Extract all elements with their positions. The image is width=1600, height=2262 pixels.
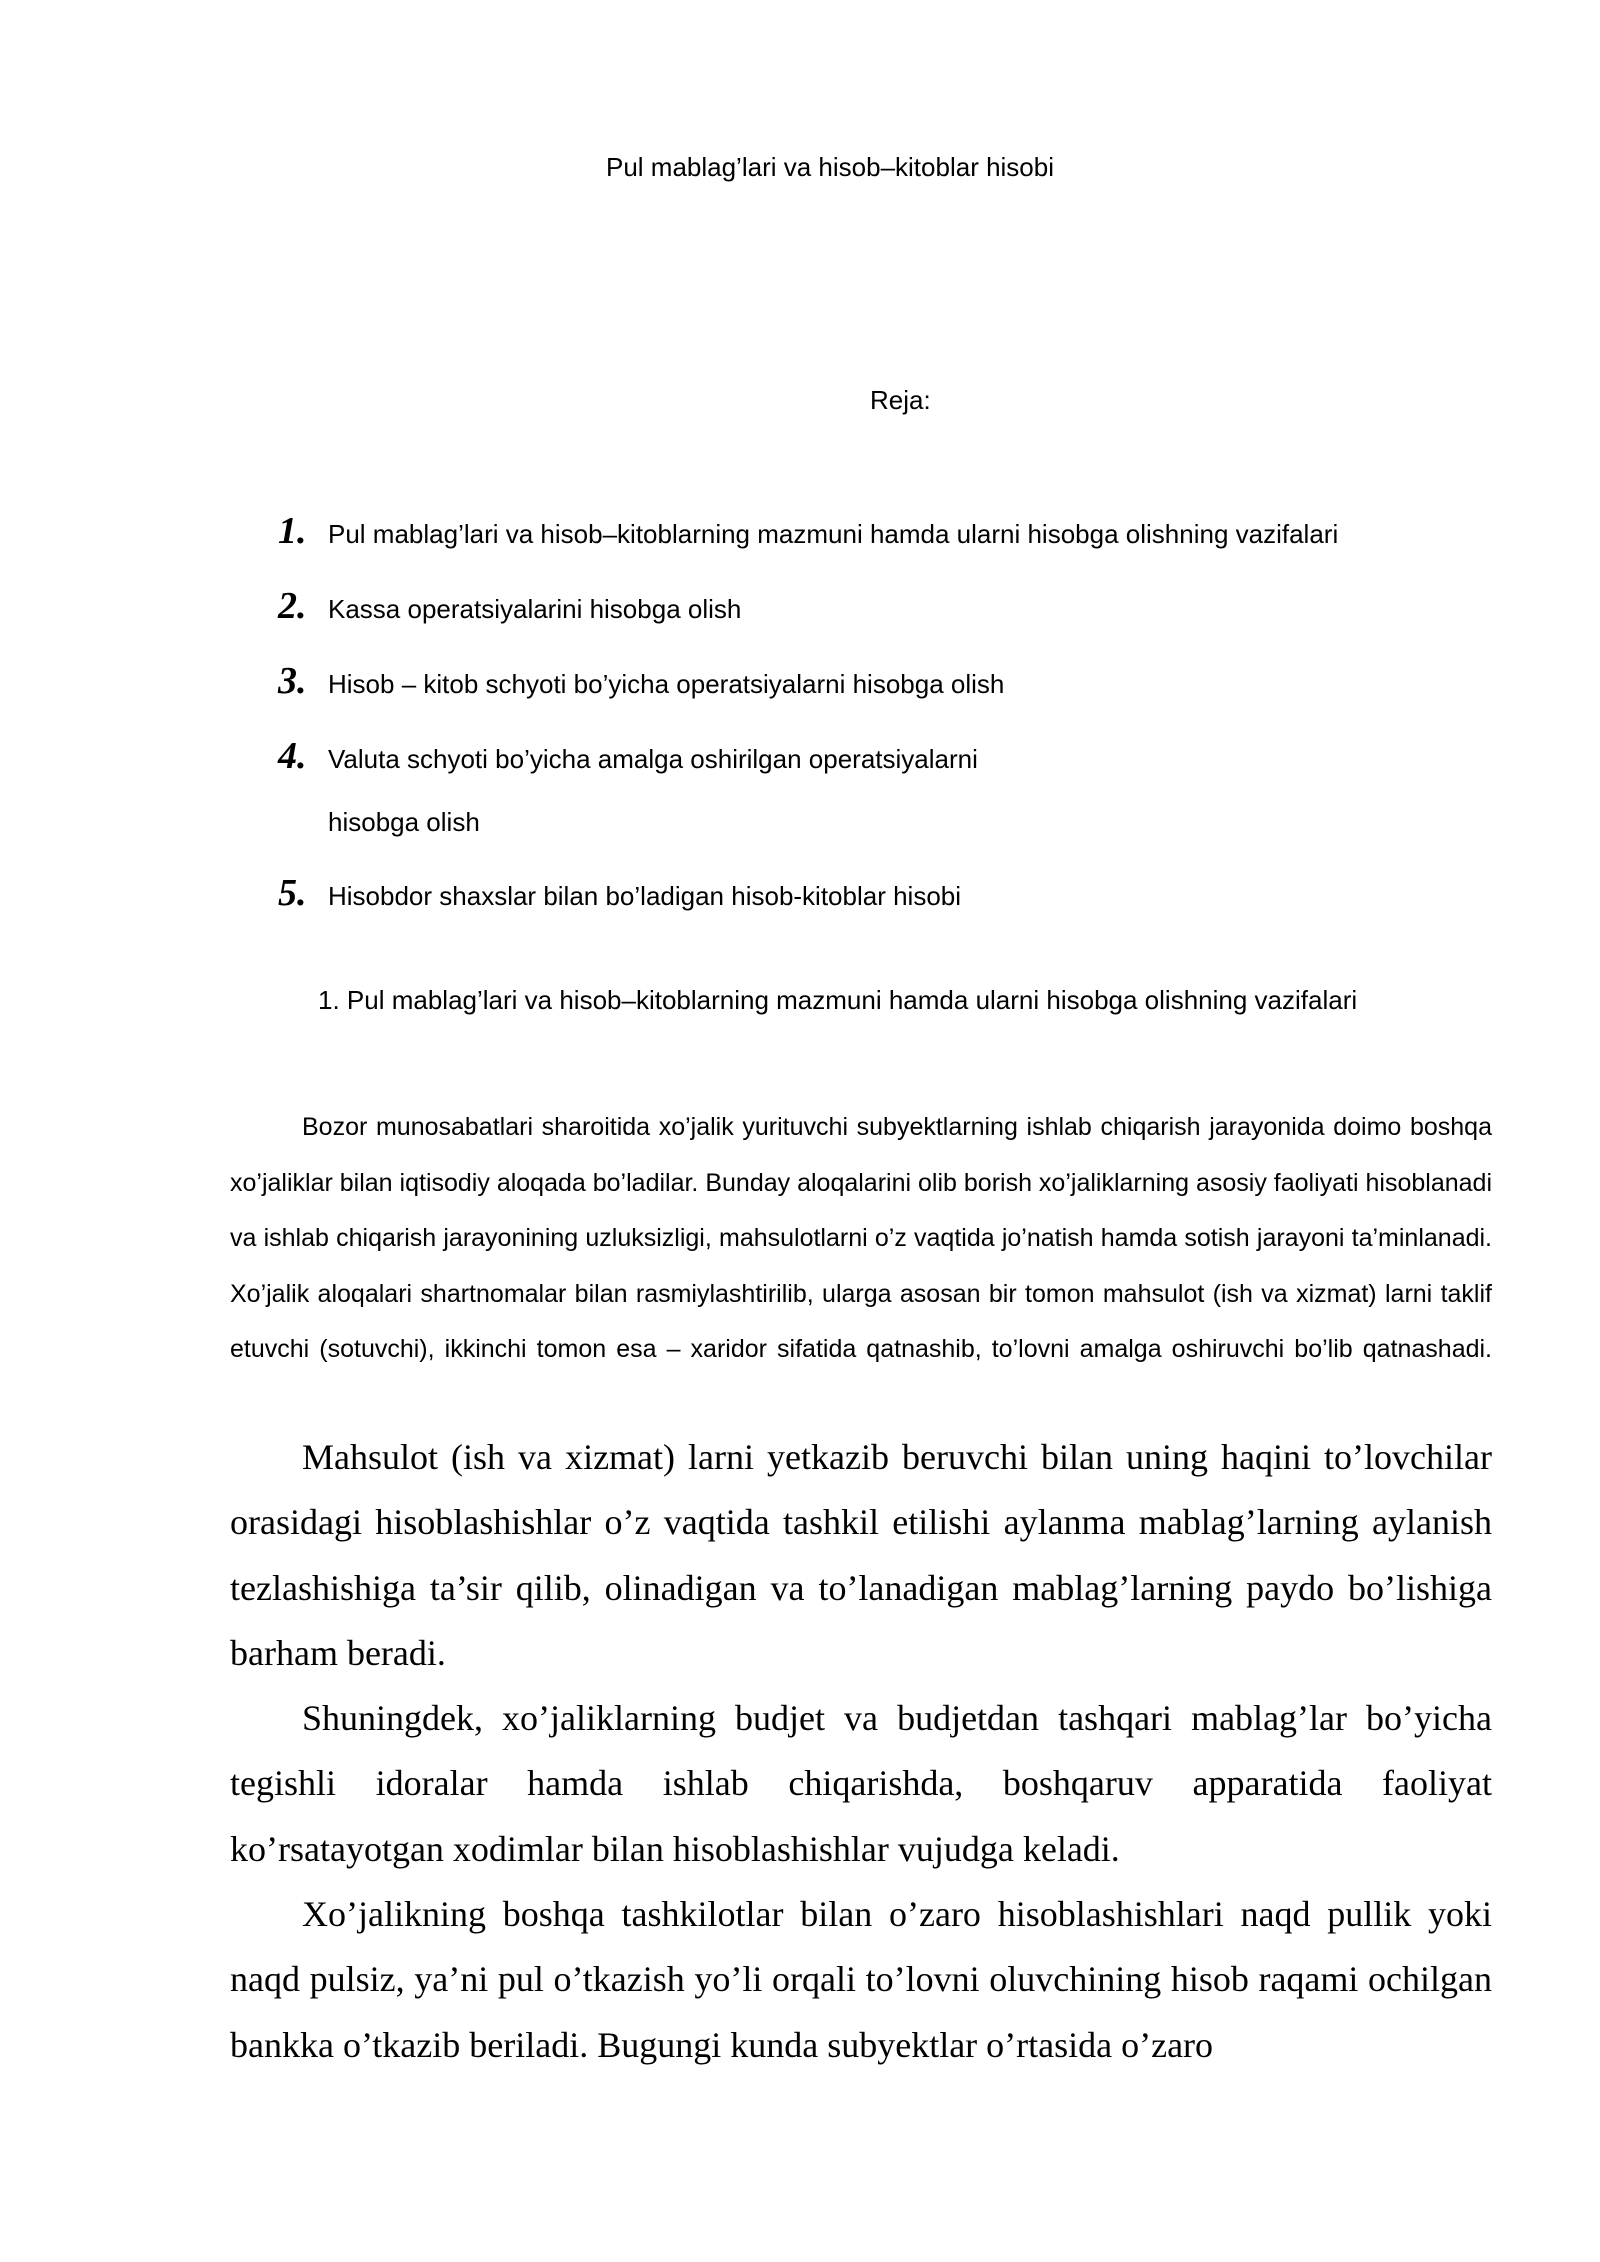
plan-item (270, 867, 1520, 942)
plan-heading: Reja: (870, 385, 931, 415)
document-title: Pul mablag’lari va hisob–kitoblar hisobi (605, 152, 1055, 182)
plan-item (270, 580, 1520, 655)
plan-item-number: 2. (278, 585, 307, 627)
plan-item-text: Kassa operatsiyalarini hisobga olish (328, 594, 742, 624)
plan-item-number: 4. (278, 735, 307, 777)
plan-item (270, 730, 1520, 867)
plan-item-continuation: hisobga olish (328, 807, 480, 837)
plan-item-number: 3. (278, 660, 307, 702)
plan-item (270, 655, 1520, 730)
body-paragraph: Shuningdek, xo’jaliklarning budjet va budjetdan tashqari mablag’lar bo’yicha tegishli idoralar hamda ishlab chiqarishda, boshqaruv apparatida faoliyat ko’rsatayotgan xodimlar bilan hisoblashishlar vujudga keladi. (230, 1698, 1492, 1869)
plan-item-text: Hisob – kitob schyoti bo’yicha operatsiyalarni hisobga olish (328, 669, 1005, 699)
plan-item-number: 5. (278, 872, 307, 914)
plan-item-number: 1. (278, 510, 307, 552)
plan-item-text: Valuta schyoti bo’yicha amalga oshirilgan operatsiyalarni (328, 744, 978, 774)
body-paragraph: Xo’jalikning boshqa tashkilotlar bilan o’zaro hisoblashishlari naqd pullik yoki naqd pulsiz, ya’ni pul o’tkazish yo’li orqali to’lovni oluvchining hisob raqami ochilgan bankka o’tkazib beriladi. Bugungi kunda subyektlar o’rtasida o’zaro (230, 1894, 1492, 2065)
plan-item-text: Hisobdor shaxslar bilan bo’ladigan hisob-kitoblar hisobi (328, 881, 962, 911)
plan-item-text: Pul mablag’lari va hisob–kitoblarning mazmuni hamda ularni hisobga olishning vazifalari (328, 519, 1339, 549)
body-paragraph: Mahsulot (ish va xizmat) larni yetkazib beruvchi bilan uning haqini to’lovchilar orasidagi hisoblashishlar o’z vaqtida tashkil etilishi aylanma mablag’larning aylanish tezlashishiga ta’sir qilib, olinadigan va to’lanadigan mablag’larning paydo bo’lishiga barham beradi. (230, 1437, 1492, 1673)
plan-item (270, 505, 1520, 580)
section-heading: 1. Pul mablag’lari va hisob–kitoblarning mazmuni hamda ularni hisobga olishning vazifalari (318, 985, 1358, 1015)
plan-list (270, 505, 1520, 942)
body-paragraph: Bozor munosabatlari sharoitida xo’jalik yurituvchi subyektlarning ishlab chiqarish jarayonida doimo boshqa xo’jaliklar bilan iqtisodiy aloqada bo’ladilar. Bunday aloqalarini olib borish xo’jaliklarning asosiy faoliyati hisoblanadi va ishlab chiqarish jarayonining uzluksizligi, mahsulotlarni o’z vaqtida jo’natish hamda sotish jarayoni ta’minlanadi. Xo’jalik aloqalari shartnomalar bilan rasmiylashtirilib, ularga asosan bir tomon mahsulot (ish va xizmat) larni taklif etuvchi (sotuvchi), ikkinchi tomon esa – xaridor sifatida qatnashib, to’lovni amalga oshiruvchi bo’lib qatnashadi. (230, 1113, 1492, 1363)
